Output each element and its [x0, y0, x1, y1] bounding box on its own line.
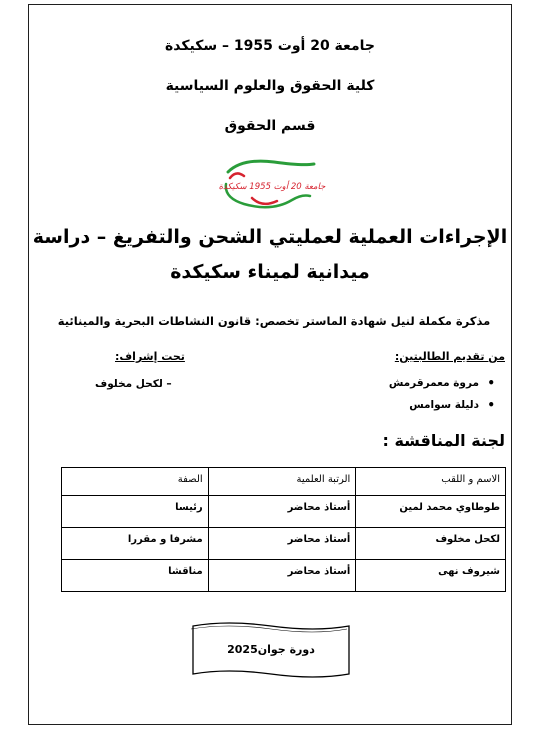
student-name: • مروة معمرقرمش [389, 376, 479, 398]
column-header-name: الاسم و اللقب [356, 468, 506, 496]
table-row [62, 496, 506, 528]
member-name: لكحل مخلوف [356, 528, 506, 560]
table-row [62, 560, 506, 592]
committee-table [61, 467, 506, 592]
logo-lettering: جامعة 20 أوت 1955 سكيكدة [218, 182, 326, 192]
member-role: مناقشا [62, 560, 209, 592]
session-cycle: دورة جوان2025 [227, 643, 315, 656]
member-rank: أستاذ محاضر [208, 560, 356, 592]
member-name: طوطاوي محمد لمين [356, 496, 506, 528]
thesis-title-line2: ميدانية لميناء سكيكدة [170, 261, 370, 283]
student-name: • دليلة سوامس [389, 398, 479, 420]
supervisor-name: – لكحل مخلوف [95, 378, 172, 390]
page-border [28, 4, 512, 725]
thesis-subtitle: مذكرة مكملة لنيل شهادة الماستر تخصص: قانون النشاطات البحرية والمينائية [57, 314, 491, 328]
member-rank: أستاذ محاضر [208, 528, 356, 560]
university-name: جامعة 20 أوت 1955 – سكيكدة [165, 38, 375, 54]
table-header-row [62, 468, 506, 496]
thesis-title-line1: الإجراءات العملية لعمليتي الشحن والتفريغ – دراسة [32, 226, 508, 248]
department-name: قسم الحقوق [224, 118, 316, 134]
member-role: رئيسا [62, 496, 209, 528]
member-name: شيروف نهى [356, 560, 506, 592]
students-heading: من تقديم الطالبتين: [394, 350, 505, 363]
member-rank: أستاذ محاضر [208, 496, 356, 528]
table-row [62, 528, 506, 560]
students-list [389, 376, 479, 420]
column-header-rank: الرتبة العلمية [208, 468, 356, 496]
supervisor-heading: تحت إشراف: [115, 350, 185, 363]
column-header-role: الصفة [62, 468, 209, 496]
university-logo [218, 158, 326, 210]
faculty-name: كلية الحقوق والعلوم السياسية [165, 78, 375, 94]
committee-heading: لجنة المناقشة : [382, 431, 505, 450]
member-role: مشرفا و مقررا [62, 528, 209, 560]
